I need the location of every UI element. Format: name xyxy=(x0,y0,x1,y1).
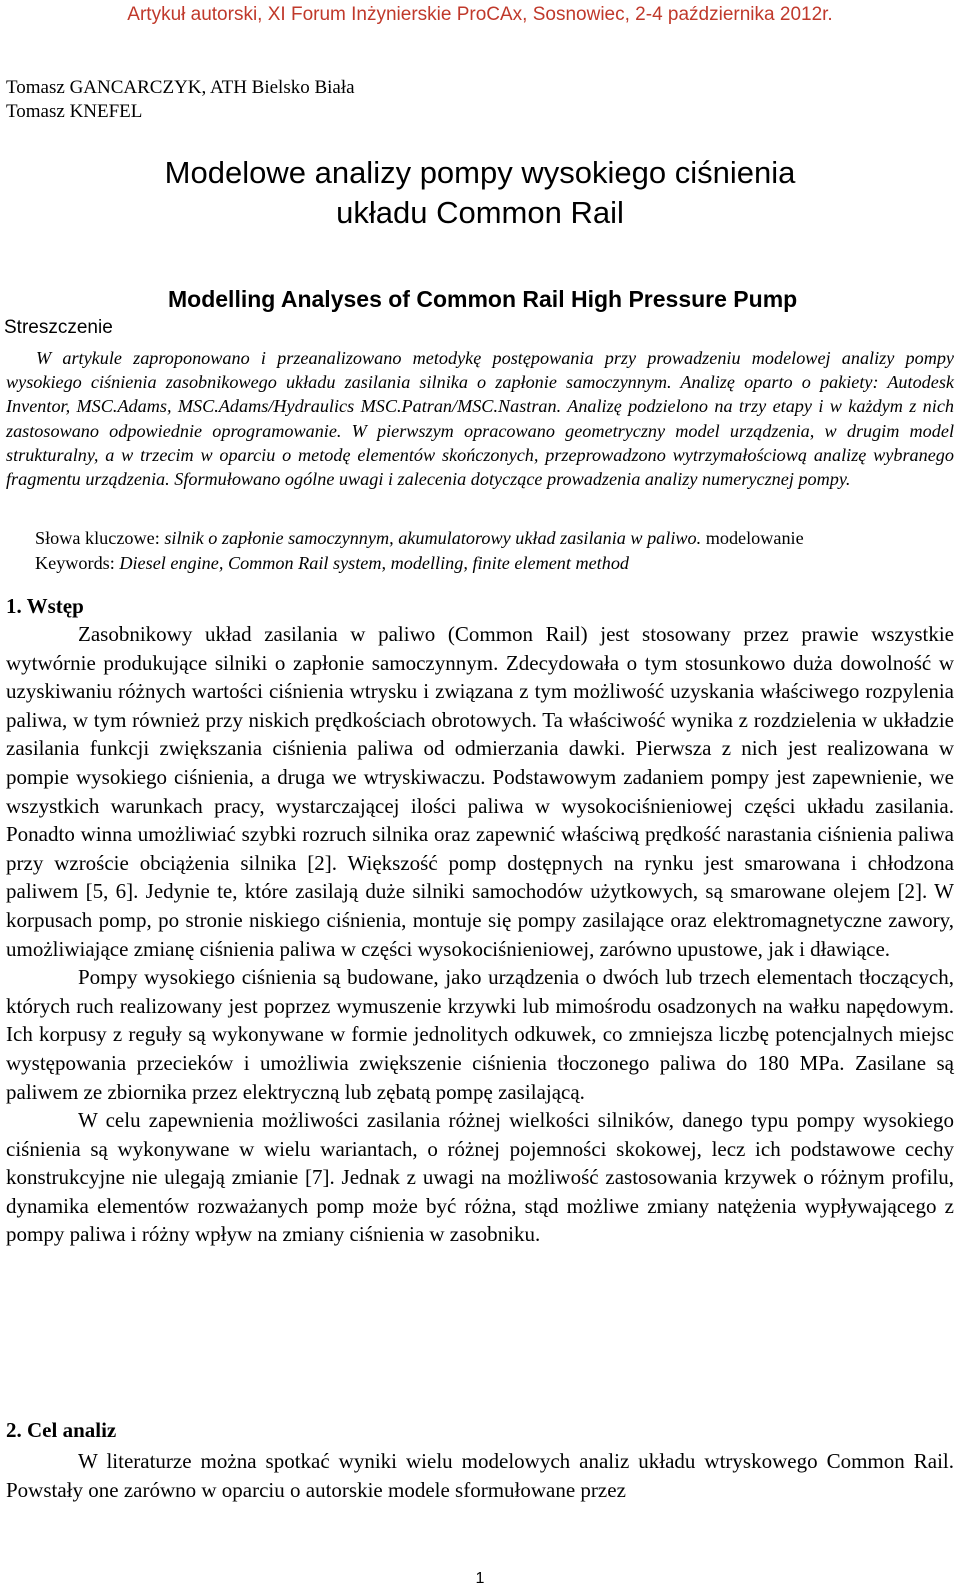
section-2-body xyxy=(6,1447,954,1504)
keywords-en xyxy=(35,551,955,576)
page-number: 1 xyxy=(475,1570,485,1587)
section-2-paragraph: W literaturze można spotkać wyniki wielu modelowych analiz układu wtryskowego Common Rail. Powstały one zarówno w oparciu o autorskie modele sformułowane przez xyxy=(6,1449,954,1502)
section-1-paragraph: Zasobnikowy układ zasilania w paliwo (Common Rail) jest stosowany przez prawie wszystkie wytwórnie produkujące silniki o zapłonie samoczynnym. Zdecydowała o tym stosunkowo duża dowolność w uzyskiwaniu różnych wartości ciśnienia wtrysku i związana z tym możliwość uzyskania właściwego rozpylenia paliwa, w tym również przy niskich prędkościach obrotowych. Ta właściwość wynika z rozdzielenia w układzie zasilania funkcji zwiększania ciśnienia paliwa od odmierzania dawki. Pierwsza z nich jest realizowana w pompie wysokiego ciśnienia, a druga we wtryskiwaczu. Podstawowym zadaniem pompy jest zapewnienie, we wszystkich warunkach pracy, wystarczającej ilości paliwa w wysokociśnieniowej części układu zasilania. Ponadto winna umożliwiać szybki rozruch silnika oraz zapewnić właściwą prędkość narastania ciśnienia paliwa przy wzroście obciążenia silnika [2]. Większość pomp dostępnych na rynku jest smarowana i chłodzona paliwem [5, 6]. Jedynie te, które zasilają duże silniki samochodów użytkowych, są smarowane olejem [2]. W korpusach pomp, po stronie niskiego ciśnienia, montuje się pompy zasilające oraz elektromagnetyczne zawory, umożliwiające zmianę ciśnienia paliwa w części wysokociśnieniowej, zarówno upustowe, jak i dławiące. xyxy=(6,622,954,961)
section-1-heading: 1. Wstęp xyxy=(6,594,84,618)
keywords-pl-label: Słowa kluczowe: xyxy=(35,528,160,548)
section-1-paragraph: W celu zapewnienia możliwości zasilania różnej wielkości silników, danego typu pompy wysokiego ciśnienia są wykonywane w wielu wariantach, o różnej pojemności skokowej, lecz ich podstawowe cechy konstrukcyjne nie ulegają zmianie [7]. Jednak z uwagi na możliwość zastosowania krzywek o różnym profilu, dynamika elementów rozważanych pomp może być różna, stąd możliwe zmiany natężenia wypływającego z pompy paliwa i różny wpływ na zmiany ciśnienia w zasobniku. xyxy=(6,1108,954,1247)
abstract-body xyxy=(6,346,954,491)
conference-header: Artykuł autorski, XI Forum Inżynierskie ProCAx, Sosnowiec, 2-4 października 2012r. xyxy=(127,4,833,25)
authors-block xyxy=(6,76,355,124)
keywords-pl xyxy=(35,526,955,551)
author-1: Tomasz GANCARCZYK, ATH Bielsko Biała xyxy=(6,77,355,98)
keywords-block xyxy=(35,526,955,575)
paper-title-en: Modelling Analyses of Common Rail High Pressure Pump xyxy=(168,286,798,312)
section-2-heading: 2. Cel analiz xyxy=(6,1418,117,1442)
keywords-en-label: Keywords: xyxy=(35,552,115,573)
abstract-label: Streszczenie xyxy=(4,317,113,338)
keywords-pl-extra: modelowanie xyxy=(705,528,804,548)
section-1-paragraph: Pompy wysokiego ciśnienia są budowane, jako urządzenia o dwóch lub trzech elementach tłoczących, których ruch realizowany jest poprzez wymuszenie krzywki lub mimośrodu osadzonych na wałku napędowym. Ich korpusy z reguły są wykonywane w formie jednolitych odkuwek, co zmniejsza liczbę potencjalnych miejsc występowania przecieków i umożliwia zwiększenie ciśnienia tłoczonego paliwa do 180 MPa. Zasilane są paliwem ze zbiornika przez elektryczną lub zębatą pompę zasilającą. xyxy=(6,965,954,1104)
title-pl-line-1: Modelowe analizy pompy wysokiego ciśnienia xyxy=(164,155,796,190)
keywords-en-text: Diesel engine, Common Rail system, modelling, finite element method xyxy=(119,552,630,573)
abstract-text: W artykule zaproponowano i przeanalizowano metodykę postępowania przy prowadzeniu modelowej analizy pompy wysokiego ciśnienia zasobnikowego układu zasilania silnika o zapłonie samoczynnym. Analizę oparto o pakiety: Autodesk Inventor, MSC.Adams, MSC.Adams/Hydraulics MSC.Patran/MSC.Nastran. Analizę podzielono na trzy etapy i w każdym z nich zastosowano odpowiednie oprogramowanie. W pierwszym opracowano geometryczny model urządzenia, w drugim model strukturalny, a w trzecim w oparciu o metodę elementów skończonych, przeprowadzono wytrzymałościową analizę wybranego fragmentu urządzenia. Sformułowano ogólne uwagi i zalecenia dotyczące prowadzenia analizy numerycznej pompy. xyxy=(6,348,954,490)
author-2: Tomasz KNEFEL xyxy=(6,101,143,122)
paper-title-pl xyxy=(0,153,960,233)
section-1-body xyxy=(6,620,954,1249)
keywords-pl-text: silnik o zapłonie samoczynnym, akumulatorowy układ zasilania w paliwo. xyxy=(164,528,702,548)
title-pl-line-2: układu Common Rail xyxy=(336,195,624,230)
